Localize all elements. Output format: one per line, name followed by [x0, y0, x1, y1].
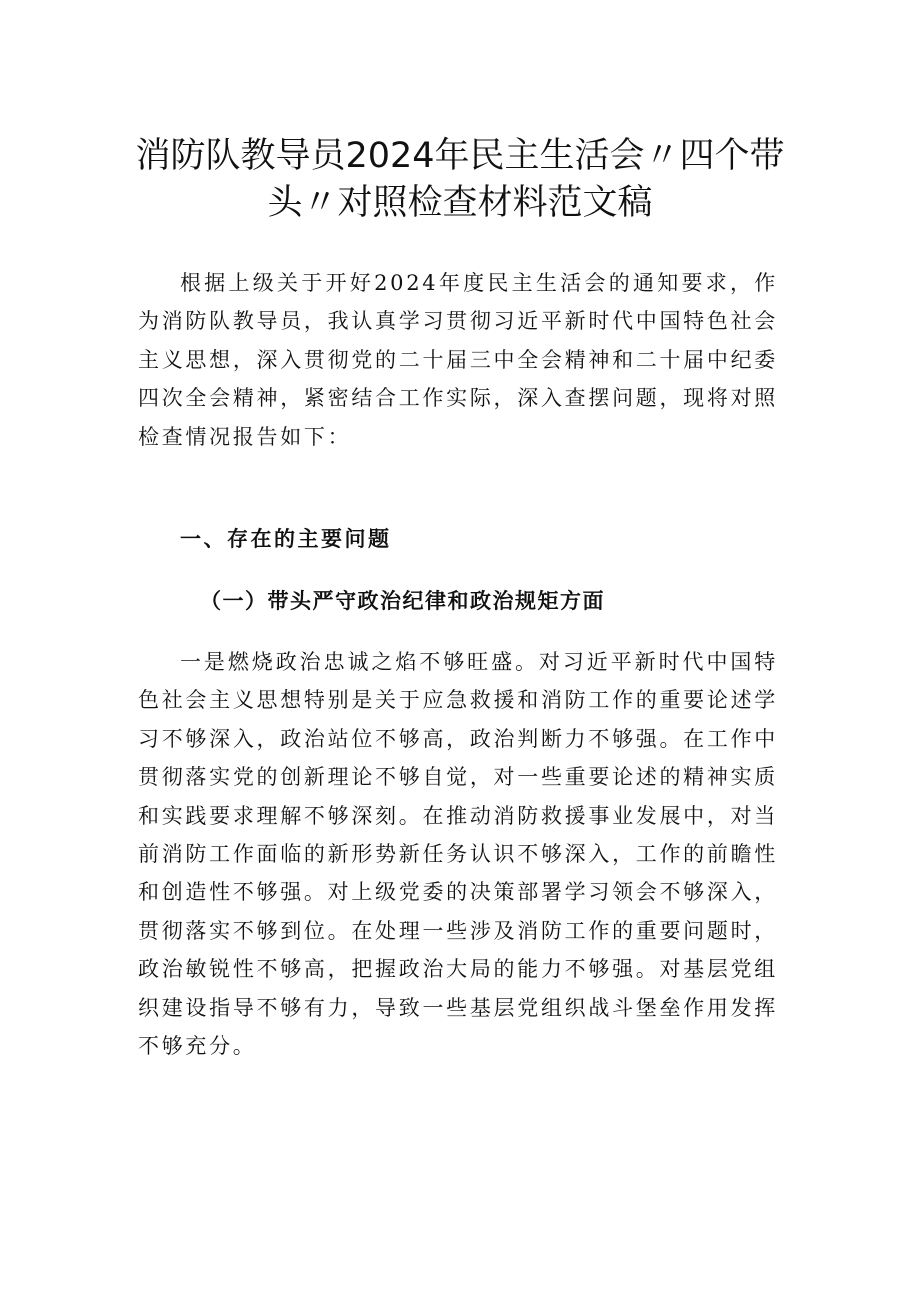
document-title-line-2: 头〃对照检查材料范文稿	[267, 183, 653, 223]
intro-paragraph: 根据上级关于开好2024年度民主生活会的通知要求，作为消防队教导员，我认真学习贯彻习近平新时代中国特色社会主义思想，深入贯彻党的二十届三中全会精神和二十届中纪委四次全会精神，紧密结合工作实际，深入查摆问题，现将对照检查情况报告如下：	[138, 271, 778, 449]
section-heading-main-problems: 一、存在的主要问题	[180, 526, 392, 551]
document-title-line-1: 消防队教导员2024年民主生活会〃四个带	[135, 136, 785, 176]
subsection-heading-political-discipline: （一）带头严守政治纪律和政治规矩方面	[200, 588, 605, 613]
problem-paragraph: 一是燃烧政治忠诚之焰不够旺盛。对习近平新时代中国特色社会主义思想特别是关于应急救援和消防工作的重要论述学习不够深入，政治站位不够高，政治判断力不够强。在工作中贯彻落实党的创新理论不够自觉，对一些重要论述的精神实质和实践要求理解不够深刻。在推动消防救援事业发展中，对当前消防工作面临的新形势新任务认识不够深入，工作的前瞻性和创造性不够强。对上级党委的决策部署学习领会不够深入，贯彻落实不够到位。在处理一些涉及消防工作的重要问题时，政治敏锐性不够高，把握政治大局的能力不够强。对基层党组织建设指导不够有力，导致一些基层党组织战斗堡垒作用发挥不够充分。	[138, 650, 778, 1059]
